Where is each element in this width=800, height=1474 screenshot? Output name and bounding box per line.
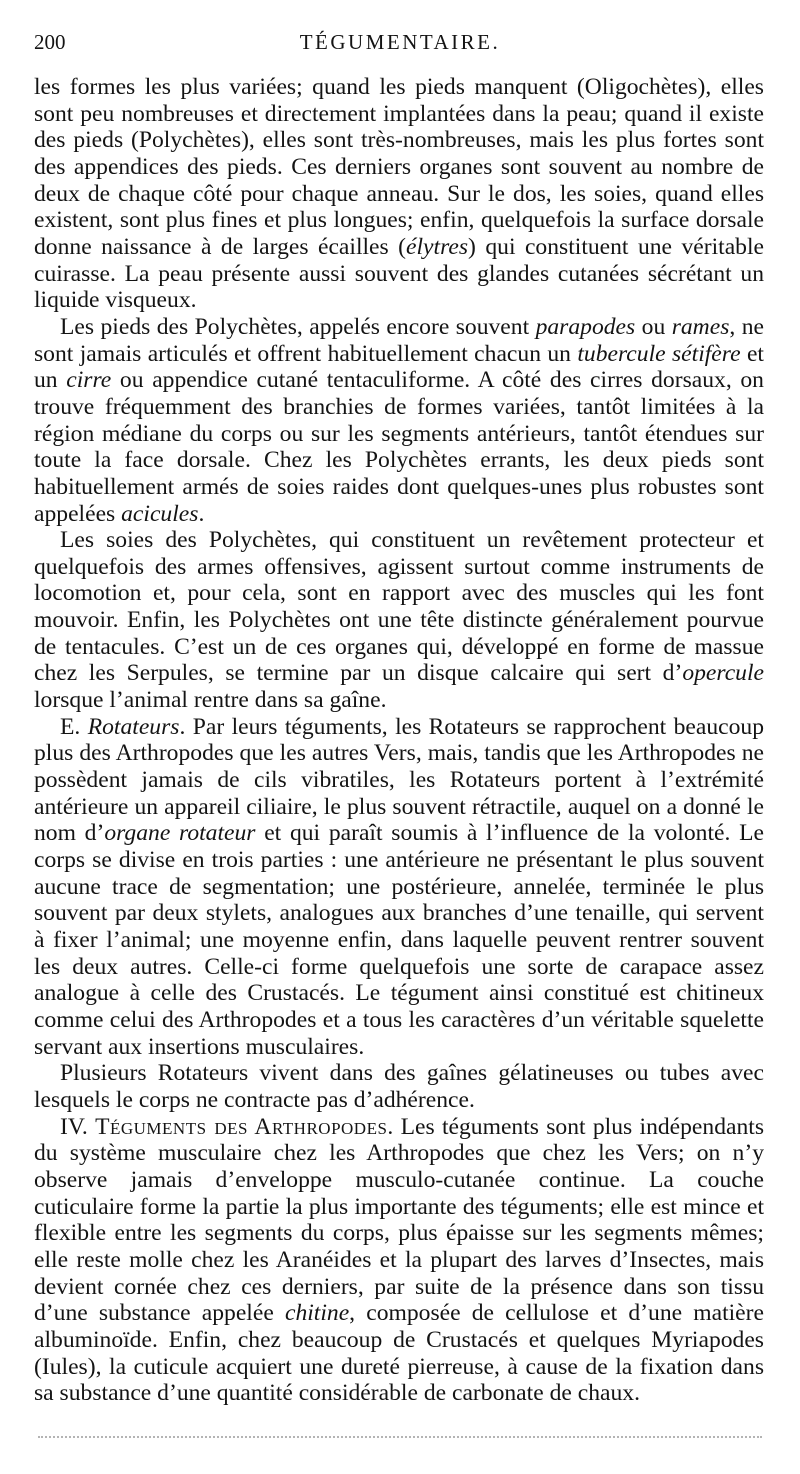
italic-term: parapodes	[535, 313, 636, 340]
text-run: lorsque l’animal rentre dans sa gaîne.	[34, 687, 387, 714]
text-run: ou	[635, 313, 672, 340]
italic-term: élytres	[406, 233, 469, 260]
text-run: et qui paraît soumis à l’influence de la volonté. Le corps se divise en trois parties : une antérieure ne présentant le plus souvent aucune trace de segmentation; une postérieure, annelée, terminée le plus souvent par deux stylets, analogues aux branches d’une tenaille, qui servent à fixer l’animal; une moyenne enfin, dans laquelle peuvent rentrer souvent les deux autres. Celle-ci forme quelquefois une sorte de carapace assez analogue à celle des Crustacés. Le tégument ainsi constitué est chitineux comme celui des Arthropodes et a tous les caractères d’un véritable squelette servant aux insertions musculaires.	[34, 820, 764, 1060]
italic-term: Rotateurs	[87, 713, 180, 740]
text-run: E.	[60, 713, 88, 740]
italic-term: rames	[671, 313, 730, 340]
paragraph	[34, 527, 764, 714]
text-run: Les soies des Polychètes, qui constituent un revêtement protecteur et quelquefois des armes offensives, agissent surtout comme instruments de locomotion et, pour cela, sont en rapport avec des muscles qui les font mouvoir. Enfin, les Polychètes ont une tête distincte généralement pourvue de tentacules. C’est un de ces organes qui, développé en forme de massue chez les Serpules, se termine par un disque calcaire qui sert d’	[34, 527, 764, 687]
italic-term: acicules	[121, 500, 199, 527]
page-number: 200	[34, 30, 66, 54]
paragraph	[34, 1060, 764, 1113]
text-run: . Par leurs téguments, les Rotateurs se rapprochent beaucoup plus des Arthropodes que les autres Vers, mais, tandis que les Arthropodes ne possèdent jamais de cils vibratiles, les Rotateurs portent à l’extrémité antérieure un appareil ciliaire, le plus souvent rétractile, auquel on a donné le nom d’	[34, 713, 764, 847]
text-run: Les pieds des Polychètes, appelés encore souvent	[60, 313, 536, 340]
text-run: les formes les plus variées; quand les pieds manquent (Oligochètes), elles sont peu nombreuses et directement implantées dans la peau; quand il existe des pieds (Polychètes), elles sont très-nombreuses, mais les plus fortes sont des appendices des pieds. Ces derniers organes sont souvent au nombre de deux de chaque côté pour chaque anneau. Sur le dos, les soies, quand elles existent, sont plus fines et plus longues; enfin, quelquefois la surface dorsale donne naissance à de larges écailles (	[34, 74, 764, 260]
text-run: Plusieurs Rotateurs vivent dans des gaînes gélatineuses ou tubes avec lesquels le corps ne contracte pas d’adhérence.	[34, 1060, 764, 1113]
body-text	[34, 74, 764, 1407]
italic-term: opercule	[682, 660, 764, 687]
italic-term: cirre	[66, 367, 112, 394]
paragraph	[34, 74, 764, 314]
text-run: , composée de cellulose et d’une matière albuminoïde. Enfin, chez beaucoup de Crustacés et quelques Myriapodes (Iules), la cuticule acquiert une dureté pierreuse, à cause de la fixation dans sa substance d’une quantité considérable de carbonate de chaux.	[34, 1300, 764, 1407]
italic-term: tubercule sétifère	[577, 340, 741, 367]
section-heading: Téguments des Arthropodes	[95, 1113, 388, 1140]
italic-term: chitine	[284, 1300, 350, 1327]
text-run: . Les téguments sont plus indépendants du système musculaire chez les Arthropodes que chez les Vers; on n’y observe jamais d’enveloppe musculo-cutanée continue. La couche cuticulaire forme la partie la plus importante des téguments; elle est mince et flexible entre les segments du corps, plus épaisse sur les segments mêmes; elle reste molle chez les Aranéides et la plupart des larves d’Insectes, mais devient cornée chez ces derniers, par suite de la présence dans son tissu d’une substance appelée	[34, 1113, 764, 1327]
paragraph	[34, 714, 764, 1061]
text-run: ou appendice cutané tentaculiforme. A côté des cirres dorsaux, on trouve fréquemment des branchies de formes variées, tantôt limitées à la région médiane du corps ou sur les segments antérieurs, tantôt étendues sur toute la face dorsale. Chez les Polychètes errants, les deux pieds sont habituellement armés de soies raides dont quelques-unes plus robustes sont appelées	[34, 367, 764, 527]
text-run: , ne sont jamais articulés et offrent habituellement chacun un	[34, 313, 764, 367]
paragraph	[34, 1114, 764, 1407]
running-title: TÉGUMENTAIRE.	[299, 30, 501, 54]
italic-term: organe rotateur	[104, 820, 256, 847]
text-run: .	[198, 500, 205, 527]
text-run: et un	[34, 340, 764, 394]
text-run: IV.	[60, 1113, 96, 1140]
text-run: ) qui constituent une véritable cuirasse. La peau présente aussi souvent des glandes cutanées sécrétant un liquide visqueux.	[34, 233, 764, 314]
footer-dotted-rule	[38, 1436, 762, 1438]
paragraph	[34, 314, 764, 527]
